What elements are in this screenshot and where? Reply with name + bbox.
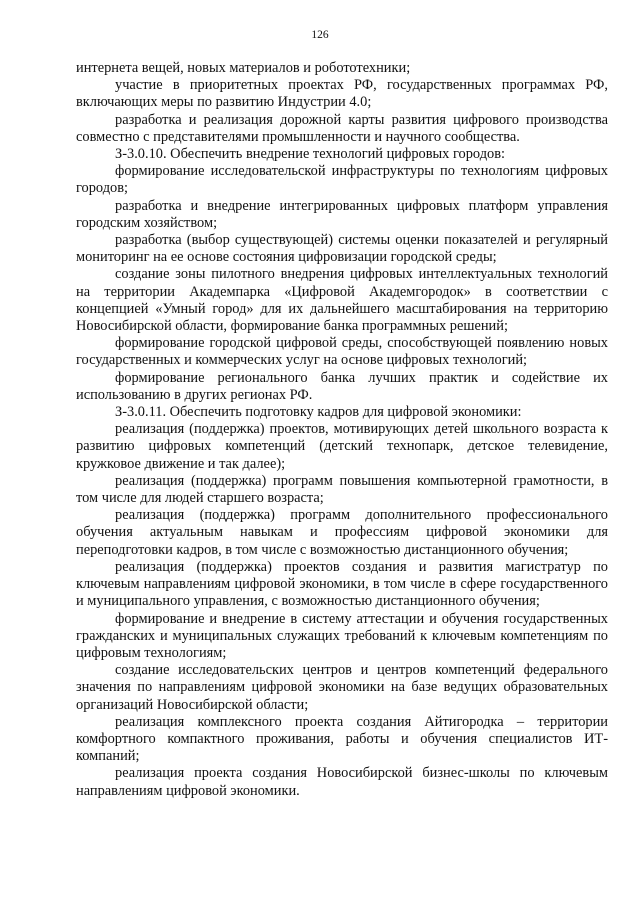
paragraph: создание зоны пилотного внедрения цифровых интеллектуальных технологий на территории Академпарка «Цифровой Академгородок» в соответствии с концепцией «Умный город» для их дальнейшего масштабирования на территорию Новосибирской области, формирование банка программных решений; <box>76 266 608 335</box>
paragraph: реализация (поддержка) проектов создания и развития магистратур по ключевым направлениям цифровой экономики, в том числе в сфере государственного и муниципального управления, с возможностью дистанционного обучения; <box>76 558 608 610</box>
document-body <box>76 60 608 800</box>
paragraph: реализация комплексного проекта создания Айтигородка – территории комфортного компактного проживания, работы и обучения специалистов ИТ-компаний; <box>76 713 608 765</box>
paragraph: реализация (поддержка) проектов, мотивирующих детей школьного возраста к развитию цифровых компетенций (детский технопарк, детское телевидение, кружковое движение и так далее); <box>76 421 608 472</box>
paragraph: создание исследовательских центров и центров компетенций федерального значения по направлениям цифровой экономики на базе ведущих образовательных организаций Новосибирской области; <box>76 662 608 713</box>
paragraph: реализация проекта создания Новосибирской бизнес-школы по ключевым направлениям цифровой экономики. <box>76 765 608 799</box>
paragraph: интернета вещей, новых материалов и робототехники; <box>76 60 411 76</box>
paragraph: формирование и внедрение в систему аттестации и обучения государственных гражданских и муниципальных служащих требований к ключевым компетенциям по цифровым технологиям; <box>76 610 608 661</box>
paragraph: реализация (поддержка) программ дополнительного профессионального обучения актуальным навыкам и профессиям цифровой экономики для переподготовки кадров, в том числе с возможностью дистанционного обучения; <box>76 507 608 558</box>
paragraph: формирование регионального банка лучших практик и содействие их использованию в других регионах РФ. <box>76 369 608 403</box>
paragraph: разработка и реализация дорожной карты развития цифрового производства совместно с представителями промышленности и научного сообщества. <box>76 111 608 145</box>
paragraph: реализация (поддержка) программ повышения компьютерной грамотности, в том числе для людей старшего возраста; <box>76 472 608 507</box>
page-number: 126 <box>311 29 329 41</box>
paragraph: участие в приоритетных проектах РФ, государственных программах РФ, включающих меры по развитию Индустрии 4.0; <box>76 77 608 111</box>
paragraph: разработка и внедрение интегрированных цифровых платформ управления городским хозяйством; <box>76 197 608 231</box>
paragraph: формирование городской цифровой среды, способствующей появлению новых государственных и коммерческих услуг на основе цифровых технологий; <box>76 335 608 369</box>
section-heading: З-3.0.11. Обеспечить подготовку кадров для цифровой экономики: <box>115 404 522 421</box>
paragraph: формирование исследовательской инфраструктуры по технологиям цифровых городов; <box>76 163 608 197</box>
paragraph: разработка (выбор существующей) системы оценки показателей и регулярный мониторинг на ее основе состояния цифровизации городской среды; <box>76 232 608 266</box>
section-heading: З-3.0.10. Обеспечить внедрение технологий цифровых городов: <box>115 146 506 163</box>
